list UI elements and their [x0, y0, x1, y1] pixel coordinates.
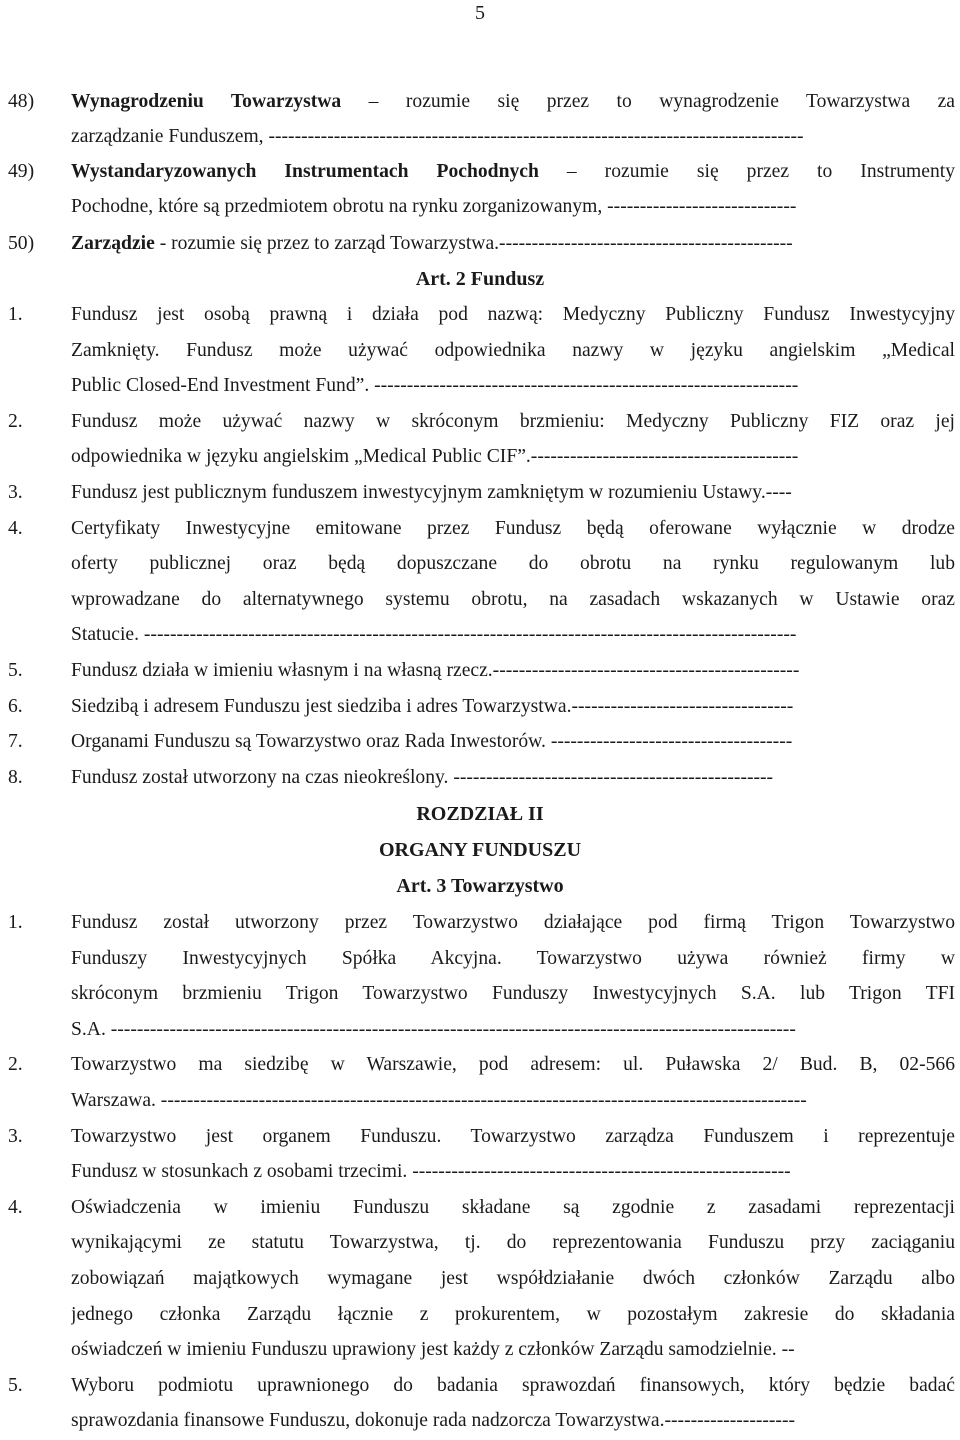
- item-text: Statucie. ----------------------------------------------------------------------------------------------------: [71, 624, 797, 646]
- article-2-item-4: [0, 517, 960, 543]
- article-3-item-4-line-3: [0, 1267, 960, 1293]
- article-2-item-4-line-2: [0, 552, 960, 578]
- article-2-item-2: [0, 410, 960, 436]
- item-text: Public Closed-End Investment Fund”. -----------------------------------------------------------------: [71, 375, 799, 397]
- page-number: 5: [475, 2, 485, 24]
- article-2-item-1-line-2: [0, 339, 960, 365]
- item-text: Siedzibą i adresem Funduszu jest siedziba i adres Towarzystwa.----------------------------------: [71, 695, 794, 717]
- article-2-heading: Art. 2 Fundusz: [415, 268, 545, 290]
- item-text: Zamknięty. Fundusz może używać odpowiednika nazwy w języku angielskim „Medical: [71, 339, 955, 361]
- item-text: oferty publicznej oraz będą dopuszczane do obrotu na rynku regulowanym lub: [71, 553, 955, 575]
- chapter-heading: ROZDZIAŁ II: [416, 803, 544, 825]
- definition-48-cont: [0, 125, 960, 151]
- item-number: 7.: [8, 731, 23, 753]
- item-text: zobowiązań majątkowych wymagane jest współdziałanie dwóch członków Zarządu albo: [71, 1268, 955, 1289]
- definition-49: [0, 160, 960, 186]
- article-2-item-8: [0, 766, 960, 792]
- item-text: Fundusz działa w imieniu własnym i na własną rzecz.-----------------------------------------------: [71, 660, 800, 681]
- item-text: Warszawa. ---------------------------------------------------------------------------------------------------: [71, 1090, 807, 1111]
- item-text: skróconym brzmieniu Trigon Towarzystwo Funduszy Inwestycyjnych S.A. lub Trigon TFI: [71, 983, 955, 1005]
- article-2-item-1-line-3: [0, 374, 960, 400]
- item-text: jednego członka Zarządu łącznie z prokurentem, w pozostałym zakresie do składania: [71, 1303, 955, 1325]
- item-text: Fundusz może używać nazwy w skróconym brzmieniu: Medyczny Publiczny FIZ oraz jej: [71, 410, 955, 432]
- definition-49-cont: [0, 195, 960, 221]
- item-text: Towarzystwo ma siedzibę w Warszawie, pod adresem: ul. Puławska 2/ Bud. B, 02-566: [71, 1054, 955, 1076]
- item-text: Pochodne, które są przedmiotem obrotu na rynku zorganizowanym, -----------------------------: [71, 196, 797, 217]
- article-3-heading: Art. 3 Towarzystwo: [396, 875, 564, 897]
- item-text: odpowiednika w języku angielskim „Medical Public CIF”.-----------------------------------------: [71, 446, 799, 468]
- item-number: 1.: [8, 912, 23, 933]
- definition-50: [0, 232, 960, 258]
- item-number: 4.: [8, 1196, 23, 1218]
- article-3-item-2: [0, 1053, 960, 1079]
- item-number: 5.: [8, 1374, 23, 1396]
- item-number: 2.: [8, 410, 23, 432]
- item-text: Wystandaryzowanych Instrumentach Pochodnych – rozumie się przez to Instrumenty: [71, 161, 955, 182]
- article-3-item-1-line-2: [0, 947, 960, 973]
- article-3-item-1-line-4: [0, 1018, 960, 1044]
- item-text: Organami Funduszu są Towarzystwo oraz Rada Inwestorów. -------------------------------------: [71, 731, 793, 753]
- item-number: 6.: [8, 695, 23, 717]
- item-number: 48): [8, 91, 35, 112]
- article-3-item-5-line-2: [0, 1409, 960, 1435]
- item-text: Towarzystwo jest organem Funduszu. Towarzystwo zarządza Funduszem i reprezentuje: [71, 1125, 955, 1147]
- item-text: sprawozdania finansowe Funduszu, dokonuje rada nadzorcza Towarzystwa.--------------------: [71, 1410, 795, 1432]
- article-2-item-4-line-4: [0, 623, 960, 649]
- item-text: Certyfikaty Inwestycyjne emitowane przez Fundusz będą oferowane wyłącznie w drodze: [71, 517, 955, 539]
- item-text: Fundusz jest osobą prawną i działa pod nazwą: Medyczny Publiczny Fundusz Inwestycyjny: [71, 304, 955, 325]
- item-text: oświadczeń w imieniu Funduszu uprawiony jest każdy z członków Zarządu samodzielnie. --: [71, 1339, 795, 1361]
- item-text: Wyboru podmiotu uprawnionego do badania sprawozdań finansowych, który będzie badać: [71, 1374, 955, 1396]
- item-text: S.A. ---------------------------------------------------------------------------------------------------------: [71, 1018, 796, 1040]
- article-3-item-4-line-4: [0, 1303, 960, 1329]
- item-text: Wynagrodzeniu Towarzystwa – rozumie się przez to wynagrodzenie Towarzystwa za: [71, 91, 955, 112]
- chapter-subheading: ORGANY FUNDUSZU: [378, 839, 582, 861]
- item-number: 3.: [8, 1125, 23, 1147]
- item-text: Zarządzie - rozumie się przez to zarząd Towarzystwa.---------------------------------------------: [71, 233, 793, 254]
- article-3-item-2-line-2: [0, 1089, 960, 1115]
- item-text: wynikającymi ze statutu Towarzystwa, tj. do reprezentowania Funduszu przy zaciąganiu: [71, 1232, 955, 1254]
- article-2-item-2-line-2: [0, 445, 960, 471]
- item-number: 1.: [8, 304, 23, 325]
- article-3-item-1: [0, 911, 960, 937]
- item-text: wprowadzane do alternatywnego systemu obrotu, na zasadach wskazanych w Ustawie oraz: [71, 588, 955, 610]
- article-3-item-1-line-3: [0, 982, 960, 1008]
- article-2-item-1: [0, 303, 960, 329]
- item-number: 4.: [8, 517, 23, 539]
- item-text: Fundusz został utworzony przez Towarzystwo działające pod firmą Trigon Towarzystwo: [71, 912, 955, 933]
- item-number: 49): [8, 161, 35, 182]
- article-3-item-4-line-5: [0, 1338, 960, 1364]
- item-text: Oświadczenia w imieniu Funduszu składane są zgodnie z zasadami reprezentacji: [71, 1196, 955, 1218]
- article-2-item-3: [0, 481, 960, 507]
- item-number: 3.: [8, 482, 23, 503]
- article-2-item-4-line-3: [0, 588, 960, 614]
- item-text: Funduszy Inwestycyjnych Spółka Akcyjna. Towarzystwo używa również firmy w: [71, 947, 955, 969]
- article-3-item-4-line-2: [0, 1231, 960, 1257]
- item-text: Fundusz jest publicznym funduszem inwestycyjnym zamkniętym w rozumieniu Ustawy.----: [71, 482, 792, 503]
- article-3-item-5: [0, 1374, 960, 1400]
- article-3-item-3: [0, 1125, 960, 1151]
- item-text: Fundusz został utworzony na czas nieokreślony. -------------------------------------------------: [71, 766, 774, 788]
- item-text: zarządzanie Funduszem, ----------------------------------------------------------------------------------: [71, 126, 804, 147]
- item-number: 5.: [8, 660, 23, 681]
- item-number: 8.: [8, 766, 23, 788]
- article-2-item-6: [0, 695, 960, 721]
- article-3-item-4: [0, 1196, 960, 1222]
- article-2-item-5: [0, 659, 960, 685]
- item-text: Fundusz w stosunkach z osobami trzecimi. ----------------------------------------------------------: [71, 1161, 791, 1183]
- article-3-item-3-line-2: [0, 1160, 960, 1186]
- article-2-item-7: [0, 730, 960, 756]
- item-number: 50): [8, 233, 35, 254]
- definition-48: [0, 90, 960, 116]
- item-number: 2.: [8, 1054, 23, 1076]
